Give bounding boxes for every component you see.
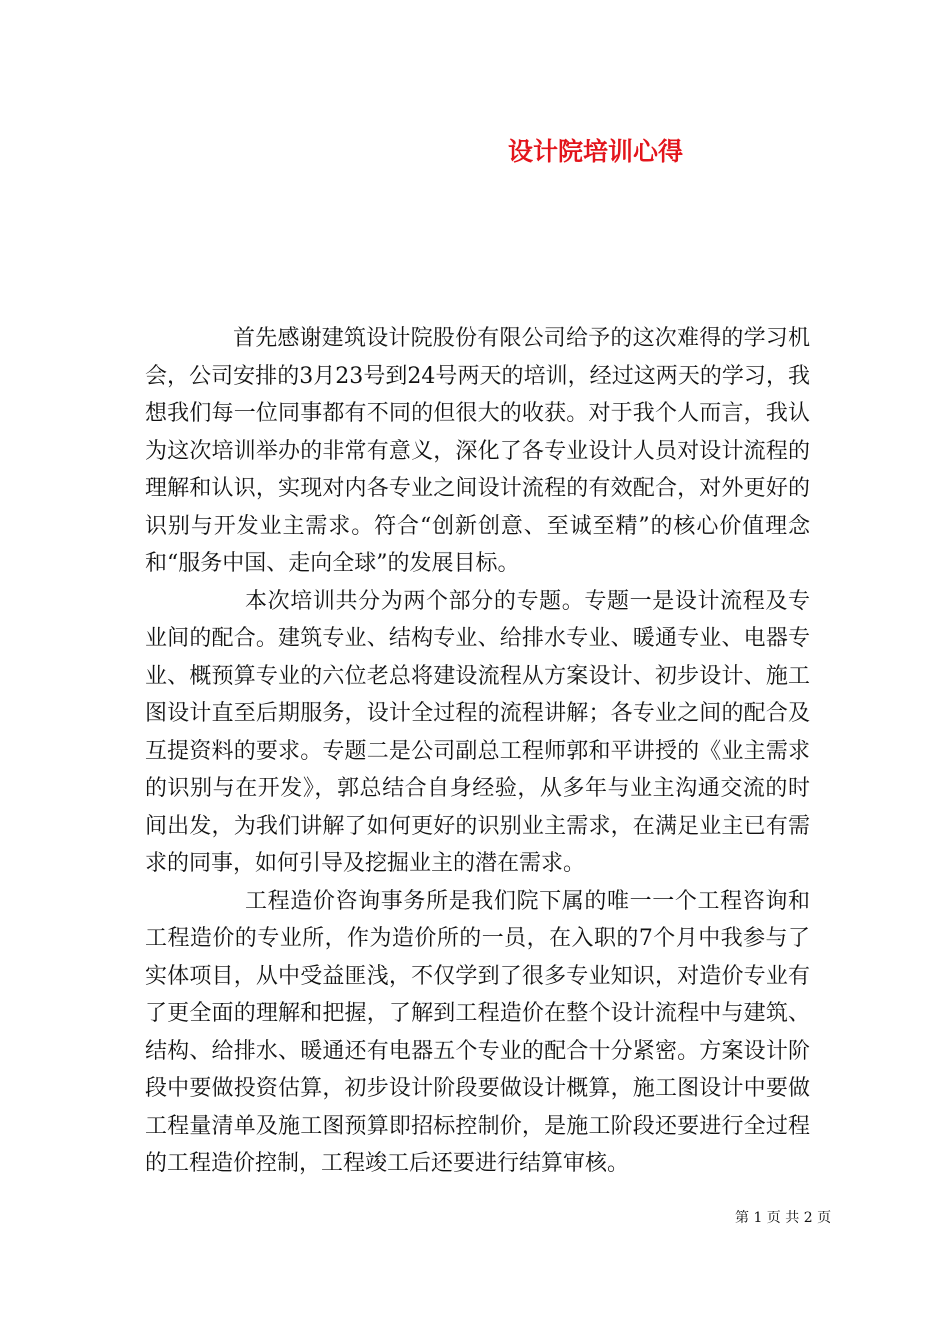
paragraph-2: 本次培训共分为两个部分的专题。专题一是设计流程及专业间的配合。建筑专业、结构专业、给排水专业、暖通专业、电器专业、概预算专业的六位老总将建设流程从方案设计、初步设计、施工图设计直至后期服务，设计全过程的流程讲解；各专业之间的配合及互提资料的要求。专题二是公司副总工程师郭和平讲授的《业主需求的识别与在开发》，郭总结合自身经验，从多年与业主沟通交流的时间出发，为我们讲解了如何更好的识别业主需求，在满足业主已有需求的同事，如何引导及挖掘业主的潜在需求。 <box>145 588 810 876</box>
document-title: 设计院培训心得 <box>508 137 684 166</box>
page-number-footer: 第 1 页 共 2 页 <box>735 1210 832 1226</box>
document-body <box>145 320 810 1183</box>
paragraph-1: 首先感谢建筑设计院股份有限公司给予的这次难得的学习机会，公司安排的3月23号到24号两天的培训，经过这两天的学习，我想我们每一位同事都有不同的但很大的收获。对于我个人而言，我认为这次培训举办的非常有意义，深化了各专业设计人员对设计流程的理解和认识，实现对内各专业之间设计流程的有效配合，对外更好的识别与开发业主需求。符合“创新创意、至诚至精”的核心价值理念和“服务中国、走向全球”的发展目标。 <box>145 326 810 576</box>
paragraph-3: 工程造价咨询事务所是我们院下属的唯一一个工程咨询和工程造价的专业所，作为造价所的一员，在入职的7个月中我参与了实体项目，从中受益匪浅，不仅学到了很多专业知识，对造价专业有了更全面的理解和把握，了解到工程造价在整个设计流程中与建筑、结构、给排水、暖通还有电器五个专业的配合十分紧密。方案设计阶段中要做投资估算，初步设计阶段要做设计概算，施工图设计中要做工程量清单及施工图预算即招标控制价，是施工阶段还要进行全过程的工程造价控制，工程竣工后还要进行结算审核。 <box>145 888 810 1176</box>
